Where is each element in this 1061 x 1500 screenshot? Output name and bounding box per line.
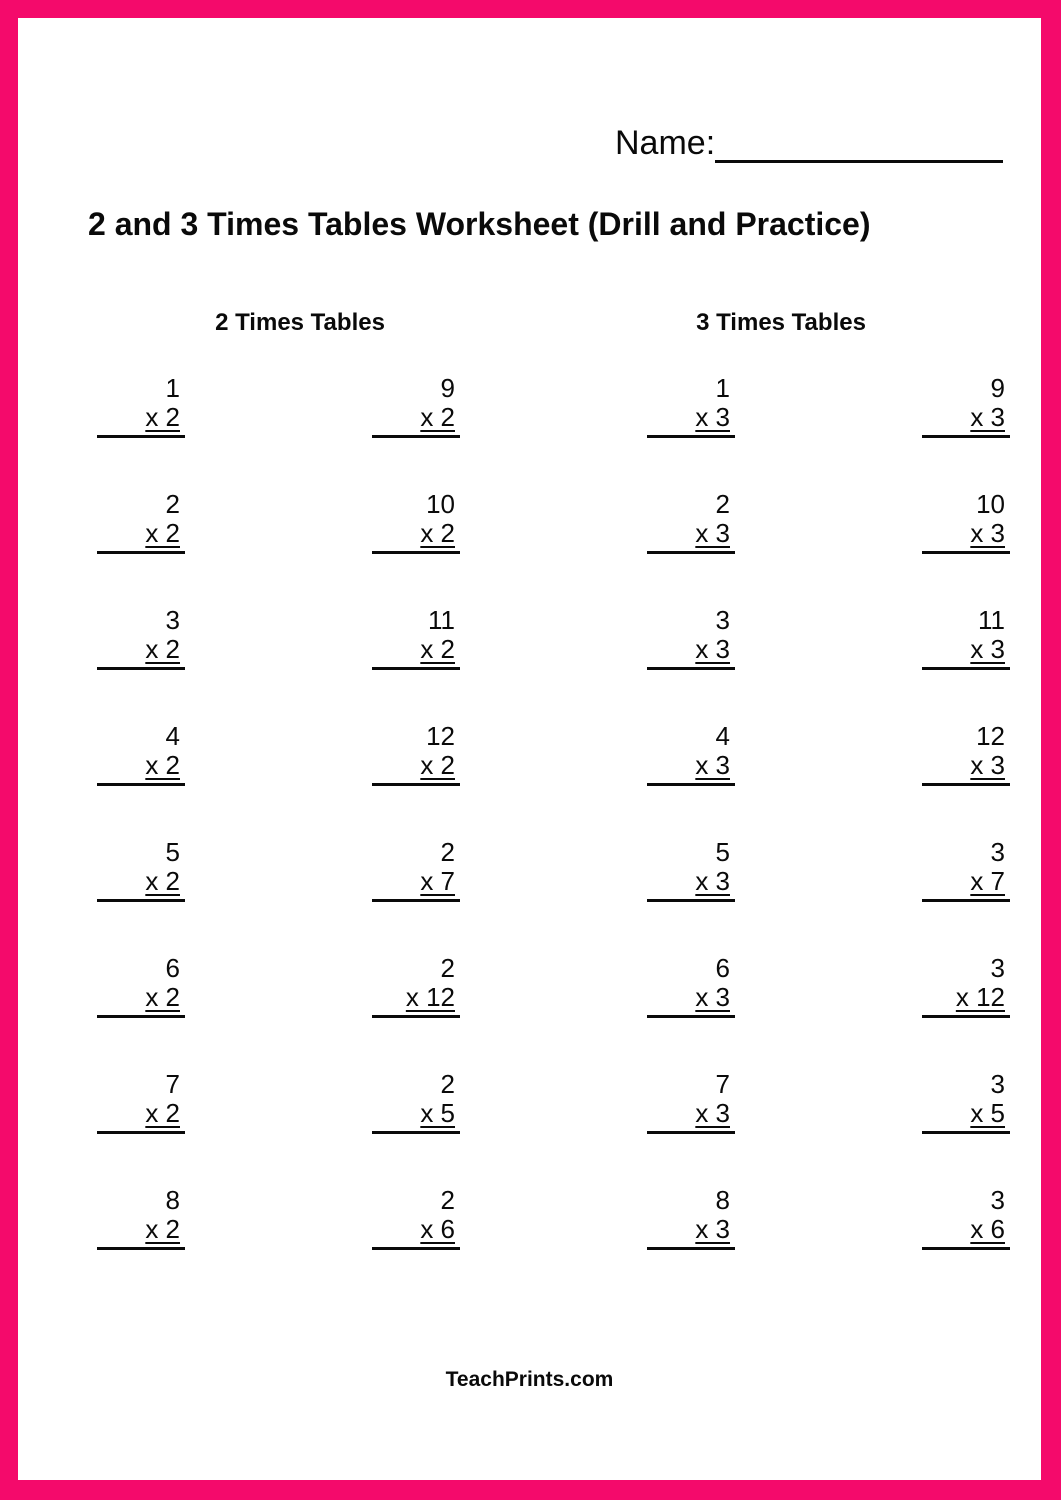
problem-top-operand: 5 [165, 837, 180, 867]
problem-bottom-operand: x 5 [420, 1098, 455, 1128]
multiplication-problem [372, 1134, 460, 1250]
problem-bottom-operand: x 2 [145, 1214, 180, 1244]
multiplication-problem [372, 786, 460, 902]
problem-bottom-operand: x 3 [695, 866, 730, 896]
problem-bottom-operand: x 6 [420, 1214, 455, 1244]
multiplication-problem [372, 554, 460, 670]
problem-top-operand: 11 [428, 605, 455, 635]
multiplication-problem [922, 438, 1010, 554]
multiplication-problem [922, 1134, 1010, 1250]
multiplication-problem [647, 786, 735, 902]
problem-bottom-operand: x 2 [145, 402, 180, 432]
problem-top-operand: 8 [165, 1185, 180, 1215]
multiplication-problem [372, 670, 460, 786]
problem-bottom-operand: x 3 [695, 518, 730, 548]
problem-top-operand: 3 [715, 605, 730, 635]
problem-top-operand: 3 [165, 605, 180, 635]
section-header-3-times-tables: 3 Times Tables [696, 309, 866, 336]
problem-bottom-operand: x 3 [695, 750, 730, 780]
multiplication-problem [372, 322, 460, 438]
multiplication-problem [647, 438, 735, 554]
problem-top-operand: 12 [426, 721, 455, 751]
multiplication-problem [922, 322, 1010, 438]
multiplication-problem [922, 786, 1010, 902]
problem-top-operand: 3 [990, 1185, 1005, 1215]
problem-bottom-operand: x 3 [695, 402, 730, 432]
problem-top-operand: 4 [715, 721, 730, 751]
problem-bottom-operand: x 2 [420, 402, 455, 432]
problem-bottom-operand: x 6 [970, 1214, 1005, 1244]
multiplication-problem [647, 1134, 735, 1250]
multiplication-problem [97, 786, 185, 902]
problem-bottom-operand: x 2 [145, 982, 180, 1012]
problem-top-operand: 9 [990, 373, 1005, 403]
multiplication-problem [922, 1018, 1010, 1134]
problem-top-operand: 1 [715, 373, 730, 403]
multiplication-problem [97, 1018, 185, 1134]
problem-bottom-operand: x 12 [955, 982, 1005, 1012]
section-header-2-times-tables: 2 Times Tables [215, 309, 385, 336]
multiplication-problem [922, 554, 1010, 670]
problem-bottom-operand: x 2 [420, 750, 455, 780]
problem-bottom-operand: x 3 [695, 982, 730, 1012]
multiplication-problem [647, 1018, 735, 1134]
problem-top-operand: 3 [990, 837, 1005, 867]
page-title: 2 and 3 Times Tables Worksheet (Drill and Practice) [88, 206, 871, 242]
problem-bottom-operand: x 2 [145, 518, 180, 548]
problem-top-operand: 2 [715, 489, 730, 519]
multiplication-problem [647, 902, 735, 1018]
problem-top-operand: 6 [165, 953, 180, 983]
problem-bottom-operand: x 3 [695, 1214, 730, 1244]
multiplication-problem [922, 902, 1010, 1018]
problem-top-operand: 2 [440, 837, 455, 867]
multiplication-problem [97, 670, 185, 786]
multiplication-problem [372, 902, 460, 1018]
problem-bottom-operand: x 12 [405, 982, 455, 1012]
multiplication-problem [97, 438, 185, 554]
problems-grid [97, 322, 1010, 1250]
problem-top-operand: 2 [165, 489, 180, 519]
problem-top-operand: 7 [165, 1069, 180, 1099]
problem-top-operand: 1 [165, 373, 180, 403]
multiplication-problem [647, 554, 735, 670]
multiplication-problem [647, 670, 735, 786]
multiplication-problem [372, 438, 460, 554]
problem-top-operand: 4 [165, 721, 180, 751]
multiplication-problem [372, 1018, 460, 1134]
problem-bottom-operand: x 2 [420, 518, 455, 548]
name-field-row [615, 123, 1003, 163]
multiplication-problem [97, 554, 185, 670]
multiplication-problem [97, 322, 185, 438]
name-fill-in-line[interactable] [715, 125, 1003, 163]
problem-bottom-operand: x 5 [970, 1098, 1005, 1128]
problem-bottom-operand: x 7 [970, 866, 1005, 896]
problem-bottom-operand: x 2 [145, 1098, 180, 1128]
problem-top-operand: 8 [715, 1185, 730, 1215]
problem-top-operand: 3 [990, 1069, 1005, 1099]
problem-top-operand: 10 [426, 489, 455, 519]
problem-top-operand: 2 [440, 1185, 455, 1215]
problem-top-operand: 10 [976, 489, 1005, 519]
problem-bottom-operand: x 7 [420, 866, 455, 896]
problem-bottom-operand: x 3 [970, 518, 1005, 548]
multiplication-problem [647, 322, 735, 438]
problem-top-operand: 3 [990, 953, 1005, 983]
multiplication-problem [97, 1134, 185, 1250]
problem-top-operand: 6 [715, 953, 730, 983]
problem-top-operand: 2 [440, 953, 455, 983]
multiplication-problem [922, 670, 1010, 786]
multiplication-problem [97, 902, 185, 1018]
problem-bottom-operand: x 3 [970, 402, 1005, 432]
problem-bottom-operand: x 2 [145, 750, 180, 780]
problem-top-operand: 7 [715, 1069, 730, 1099]
problem-top-operand: 11 [978, 605, 1005, 635]
footer-site-name: TeachPrints.com [445, 1368, 614, 1391]
problem-bottom-operand: x 3 [695, 1098, 730, 1128]
problem-top-operand: 5 [715, 837, 730, 867]
problem-bottom-operand: x 3 [695, 634, 730, 664]
problem-top-operand: 2 [440, 1069, 455, 1099]
problem-bottom-operand: x 2 [420, 634, 455, 664]
problem-top-operand: 12 [976, 721, 1005, 751]
name-label: Name: [615, 124, 716, 162]
problem-bottom-operand: x 3 [970, 750, 1005, 780]
problem-bottom-operand: x 2 [145, 866, 180, 896]
problem-top-operand: 9 [440, 373, 455, 403]
problem-bottom-operand: x 2 [145, 634, 180, 664]
problem-bottom-operand: x 3 [970, 634, 1005, 664]
